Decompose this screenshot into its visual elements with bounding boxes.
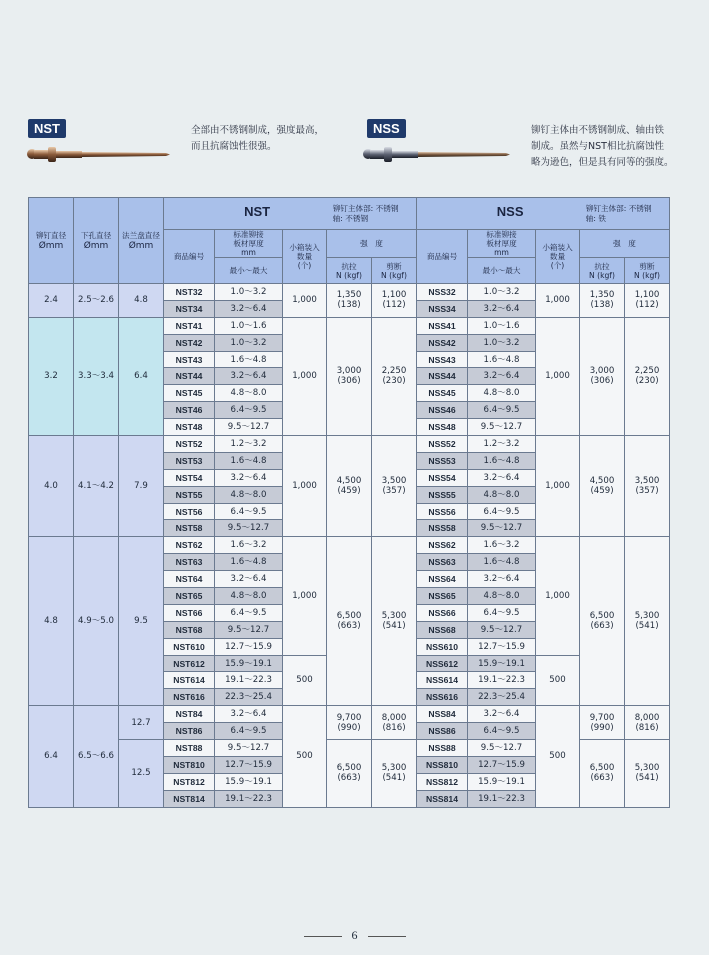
nst-description: 全部由不锈钢制成，强度最高， 而且抗腐蚀性很强。: [191, 125, 325, 152]
nss-grip-range: 15.9～19.1: [468, 655, 536, 672]
nss-grip-range: 3.2～6.4: [468, 300, 536, 317]
nst-product-code: NST43: [164, 351, 215, 368]
nss-grip-header: 标准铆接 板材厚度 mm: [468, 230, 536, 258]
table-row: [29, 706, 670, 723]
flange-dia-cell: 6.4: [119, 317, 164, 435]
nss-tensile-value: 6,500 (663): [580, 740, 625, 808]
nst-product-code: NST814: [164, 790, 215, 807]
nss-grip-range: 9.5～12.7: [468, 520, 536, 537]
nss-product-code: NSS810: [417, 756, 468, 773]
nss-shear-value: 1,100 (112): [625, 284, 670, 318]
nss-grip-range: 1.6～4.8: [468, 351, 536, 368]
nst-grip-range: 4.8～8.0: [215, 588, 283, 605]
nst-product-code: NST53: [164, 452, 215, 469]
nss-product-code: NSS42: [417, 334, 468, 351]
nss-product-code: NSS66: [417, 604, 468, 621]
nst-product-code: NST52: [164, 436, 215, 453]
nss-product-code: NSS32: [417, 284, 468, 301]
nst-product-code: NST88: [164, 740, 215, 757]
nst-product-code: NST32: [164, 284, 215, 301]
nss-shear-value: 2,250 (230): [625, 317, 670, 435]
nst-tensile-value: 6,500 (663): [327, 537, 372, 706]
nss-product-code: NSS41: [417, 317, 468, 334]
nss-product-code: NSS34: [417, 300, 468, 317]
nss-grip-range: 6.4～9.5: [468, 503, 536, 520]
col-unit: Ømm: [83, 240, 109, 251]
hole-dia-cell: 4.9～5.0: [74, 537, 119, 706]
rivet-dia-cell: 4.0: [29, 436, 74, 537]
nss-grip-range: 4.8～8.0: [468, 486, 536, 503]
nst-grip-range: 3.2～6.4: [215, 368, 283, 385]
nst-tensile-value: 9,700 (990): [327, 706, 372, 740]
flange-dia-cell: 9.5: [119, 537, 164, 706]
nss-tensile-value: 1,350 (138): [580, 284, 625, 318]
hole-dia-cell: 2.5～2.6: [74, 284, 119, 318]
nss-grip-range: 9.5～12.7: [468, 621, 536, 638]
nst-grip-header: 标准铆接 板材厚度 mm: [215, 230, 283, 258]
nss-product-code: NSS84: [417, 706, 468, 723]
nss-grip-range: 12.7～15.9: [468, 756, 536, 773]
nst-grip-range: 6.4～9.5: [215, 604, 283, 621]
nst-product-no-header: 商品编号: [164, 230, 215, 284]
nst-product-code: NST44: [164, 368, 215, 385]
nst-grip-range: 1.0～3.2: [215, 284, 283, 301]
nst-grip-range: 1.6～4.8: [215, 554, 283, 571]
col-label: 下孔直径: [80, 230, 112, 240]
nss-box-qty: 1,000: [536, 284, 580, 318]
nst-title: NST: [244, 204, 271, 219]
nst-product-code: NST55: [164, 486, 215, 503]
nss-title: NSS: [496, 204, 524, 219]
nst-product-code: NST63: [164, 554, 215, 571]
nst-box-qty: 1,000: [283, 317, 327, 435]
nst-grip-range: 19.1～22.3: [215, 790, 283, 807]
table-row: [29, 537, 670, 554]
nss-product-code: NSS48: [417, 419, 468, 436]
nss-product-code: NSS44: [417, 368, 468, 385]
nss-grip-range: 4.8～8.0: [468, 385, 536, 402]
nss-tensile-value: 3,000 (306): [580, 317, 625, 435]
nst-product-code: NST34: [164, 300, 215, 317]
nst-qty-header: 小箱装入 数量 (个): [283, 230, 327, 284]
nss-product-code: NSS88: [417, 740, 468, 757]
nss-grip-range: 6.4～9.5: [468, 723, 536, 740]
nst-material: 铆钉主体部: 不锈钢 轴: 不锈钢: [332, 203, 399, 223]
nst-grip-range: 9.5～12.7: [215, 520, 283, 537]
nst-tensile-value: 6,500 (663): [327, 740, 372, 808]
nss-grip-range: 6.4～9.5: [468, 402, 536, 419]
nst-grip-range: 3.2～6.4: [215, 571, 283, 588]
col-unit: Ømm: [128, 240, 154, 251]
nst-tensile-value: 4,500 (459): [327, 436, 372, 537]
nss-box-qty: 1,000: [536, 317, 580, 435]
nst-grip-range: 9.5～12.7: [215, 419, 283, 436]
nst-product-code: NST610: [164, 638, 215, 655]
nst-product-code: NST614: [164, 672, 215, 689]
nss-product-code: NSS55: [417, 486, 468, 503]
nst-grip-range: 19.1～22.3: [215, 672, 283, 689]
nss-product-code: NSS46: [417, 402, 468, 419]
nss-grip-range: 15.9～19.1: [468, 773, 536, 790]
nst-product-code: NST612: [164, 655, 215, 672]
hole-dia-cell: 4.1～4.2: [74, 436, 119, 537]
nst-product-code: NST42: [164, 334, 215, 351]
rivet-dia-cell: 2.4: [29, 284, 74, 318]
nst-product-code: NST48: [164, 419, 215, 436]
nss-product-code: NSS63: [417, 554, 468, 571]
flange-dia-cell: 7.9: [119, 436, 164, 537]
table-row: [29, 198, 670, 230]
nss-grip-range: 9.5～12.7: [468, 419, 536, 436]
nss-product-code: NSS52: [417, 436, 468, 453]
nst-tensile-value: 1,350 (138): [327, 284, 372, 318]
nss-tensile-value: 9,700 (990): [580, 706, 625, 740]
nss-product-code: NSS65: [417, 588, 468, 605]
nst-grip-range: 22.3～25.4: [215, 689, 283, 706]
nst-grip-range: 9.5～12.7: [215, 740, 283, 757]
nst-product-code: NST616: [164, 689, 215, 706]
nst-product-code: NST58: [164, 520, 215, 537]
nst-grip-range: 15.9～19.1: [215, 655, 283, 672]
rivet-dia-cell: 3.2: [29, 317, 74, 435]
nst-grip-range: 15.9～19.1: [215, 773, 283, 790]
nss-grip-range: 19.1～22.3: [468, 790, 536, 807]
nss-grip-range: 19.1～22.3: [468, 672, 536, 689]
nss-grip-range: 3.2～6.4: [468, 571, 536, 588]
nss-product-no-header: 商品编号: [417, 230, 468, 284]
nss-material: 铆钉主体部: 不锈钢 轴: 铁: [585, 203, 652, 223]
nss-product-code: NSS814: [417, 790, 468, 807]
col-flange-dia: [119, 198, 164, 284]
nst-grip-range: 9.5～12.7: [215, 621, 283, 638]
nst-grip-range: 1.6～4.8: [215, 351, 283, 368]
nss-box-qty: 1,000: [536, 537, 580, 655]
nss-qty-header: 小箱装入 数量 (个): [536, 230, 580, 284]
nss-badge: NSS: [367, 119, 406, 138]
nss-grip-range: 1.6～4.8: [468, 452, 536, 469]
nss-product-code: NSS68: [417, 621, 468, 638]
nst-product-code: NST66: [164, 604, 215, 621]
nst-shear-value: 2,250 (230): [372, 317, 417, 435]
nst-box-qty: 1,000: [283, 537, 327, 655]
nst-shear-value: 5,300 (541): [372, 537, 417, 706]
nss-rivet-image: [362, 143, 512, 165]
nst-box-qty: 500: [283, 706, 327, 807]
nst-grip-range: 6.4～9.5: [215, 402, 283, 419]
hole-dia-cell: 6.5～6.6: [74, 706, 119, 807]
flange-dia-cell: 12.5: [119, 740, 164, 808]
nst-grip-range: 1.6～4.8: [215, 452, 283, 469]
nst-product-code: NST810: [164, 756, 215, 773]
nst-rivet-image: [26, 143, 172, 165]
nst-grip-range: 12.7～15.9: [215, 638, 283, 655]
nss-product-code: NSS64: [417, 571, 468, 588]
nss-product-code: NSS614: [417, 672, 468, 689]
nss-product-code: NSS58: [417, 520, 468, 537]
nss-tensile-header: 抗拉 N (kgf): [580, 258, 625, 284]
nst-grip-range: 4.8～8.0: [215, 385, 283, 402]
nst-product-code: NST62: [164, 537, 215, 554]
nst-shear-value: 3,500 (357): [372, 436, 417, 537]
nss-grip-range: 12.7～15.9: [468, 638, 536, 655]
nss-product-code: NSS56: [417, 503, 468, 520]
flange-dia-cell: 12.7: [119, 706, 164, 740]
nss-product-code: NSS54: [417, 469, 468, 486]
nss-shear-value: 8,000 (816): [625, 706, 670, 740]
nss-grip-range-header: 最小～最大: [468, 258, 536, 284]
nss-grip-range: 3.2～6.4: [468, 706, 536, 723]
nst-product-code: NST46: [164, 402, 215, 419]
nst-product-code: NST86: [164, 723, 215, 740]
nss-grip-range: 1.0～3.2: [468, 284, 536, 301]
nst-grip-range: 1.0～3.2: [215, 334, 283, 351]
nss-description: 铆钉主体由不锈钢制成、轴由铁 制成。虽然与NST相比抗腐蚀性 略为逊色，但是具有同等的强度。: [531, 125, 674, 168]
nss-grip-range: 3.2～6.4: [468, 368, 536, 385]
nss-product-code: NSS612: [417, 655, 468, 672]
nss-box-qty: 500: [536, 706, 580, 807]
table-row: [29, 317, 670, 334]
col-unit: Ømm: [38, 240, 64, 251]
col-label: 铆钉直径: [35, 230, 67, 240]
flange-dia-cell: 4.8: [119, 284, 164, 318]
nst-grip-range: 3.2～6.4: [215, 300, 283, 317]
nst-product-code: NST54: [164, 469, 215, 486]
nst-grip-range: 1.0～1.6: [215, 317, 283, 334]
nst-shear-value: 5,300 (541): [372, 740, 417, 808]
nss-product-code: NSS45: [417, 385, 468, 402]
nss-shear-value: 3,500 (357): [625, 436, 670, 537]
nss-grip-range: 6.4～9.5: [468, 604, 536, 621]
nss-grip-range: 4.8～8.0: [468, 588, 536, 605]
col-rivet-dia: [29, 198, 74, 284]
nst-grip-range: 3.2～6.4: [215, 706, 283, 723]
nss-product-code: NSS62: [417, 537, 468, 554]
nst-shear-value: 1,100 (112): [372, 284, 417, 318]
nss-grip-range: 3.2～6.4: [468, 469, 536, 486]
hole-dia-cell: 3.3～3.4: [74, 317, 119, 435]
nst-grip-range: 1.2～3.2: [215, 436, 283, 453]
nst-product-code: NST84: [164, 706, 215, 723]
nst-shear-header: 剪断 N (kgf): [372, 258, 417, 284]
nss-product-code: NSS610: [417, 638, 468, 655]
nss-tensile-value: 6,500 (663): [580, 537, 625, 706]
nst-tensile-header: 抗拉 N (kgf): [327, 258, 372, 284]
nss-shear-value: 5,300 (541): [625, 537, 670, 706]
nss-product-code: NSS86: [417, 723, 468, 740]
nss-header: [417, 198, 670, 230]
nst-shear-value: 8,000 (816): [372, 706, 417, 740]
nst-strength-header: 强 度: [327, 230, 417, 258]
nss-product-code: NSS43: [417, 351, 468, 368]
nst-badge: NST: [28, 119, 66, 138]
nst-box-qty: 500: [283, 655, 327, 706]
nst-grip-range: 4.8～8.0: [215, 486, 283, 503]
nst-header: [164, 198, 417, 230]
nst-grip-range: 6.4～9.5: [215, 503, 283, 520]
nst-box-qty: 1,000: [283, 436, 327, 537]
nst-product-code: NST65: [164, 588, 215, 605]
nss-grip-range: 1.6～4.8: [468, 554, 536, 571]
col-hole-dia: [74, 198, 119, 284]
nst-grip-range: 12.7～15.9: [215, 756, 283, 773]
rivet-dia-cell: 4.8: [29, 537, 74, 706]
nss-box-qty: 1,000: [536, 436, 580, 537]
nss-grip-range: 22.3～25.4: [468, 689, 536, 706]
nss-grip-range: 1.0～1.6: [468, 317, 536, 334]
nst-tensile-value: 3,000 (306): [327, 317, 372, 435]
nst-product-code: NST68: [164, 621, 215, 638]
nss-product-code: NSS812: [417, 773, 468, 790]
col-label: 法兰盘直径: [122, 230, 160, 240]
nst-product-code: NST812: [164, 773, 215, 790]
nss-product-code: NSS53: [417, 452, 468, 469]
table-row: [29, 284, 670, 301]
nss-grip-range: 1.0～3.2: [468, 334, 536, 351]
rivet-dia-cell: 6.4: [29, 706, 74, 807]
table-row: [29, 436, 670, 453]
nst-product-code: NST56: [164, 503, 215, 520]
nss-grip-range: 9.5～12.7: [468, 740, 536, 757]
nst-product-code: NST64: [164, 571, 215, 588]
page-number: 6: [0, 928, 709, 943]
nst-grip-range: 3.2～6.4: [215, 469, 283, 486]
nss-shear-value: 5,300 (541): [625, 740, 670, 808]
nss-grip-range: 1.2～3.2: [468, 436, 536, 453]
nst-grip-range: 1.6～3.2: [215, 537, 283, 554]
nst-grip-range-header: 最小～最大: [215, 258, 283, 284]
nst-grip-range: 6.4～9.5: [215, 723, 283, 740]
nst-product-code: NST41: [164, 317, 215, 334]
nss-product-code: NSS616: [417, 689, 468, 706]
nst-product-code: NST45: [164, 385, 215, 402]
nss-strength-header: 强 度: [580, 230, 670, 258]
nst-box-qty: 1,000: [283, 284, 327, 318]
nss-grip-range: 1.6～3.2: [468, 537, 536, 554]
rivet-spec-table: [28, 197, 670, 808]
nss-shear-header: 剪断 N (kgf): [625, 258, 670, 284]
nss-box-qty: 500: [536, 655, 580, 706]
nss-tensile-value: 4,500 (459): [580, 436, 625, 537]
